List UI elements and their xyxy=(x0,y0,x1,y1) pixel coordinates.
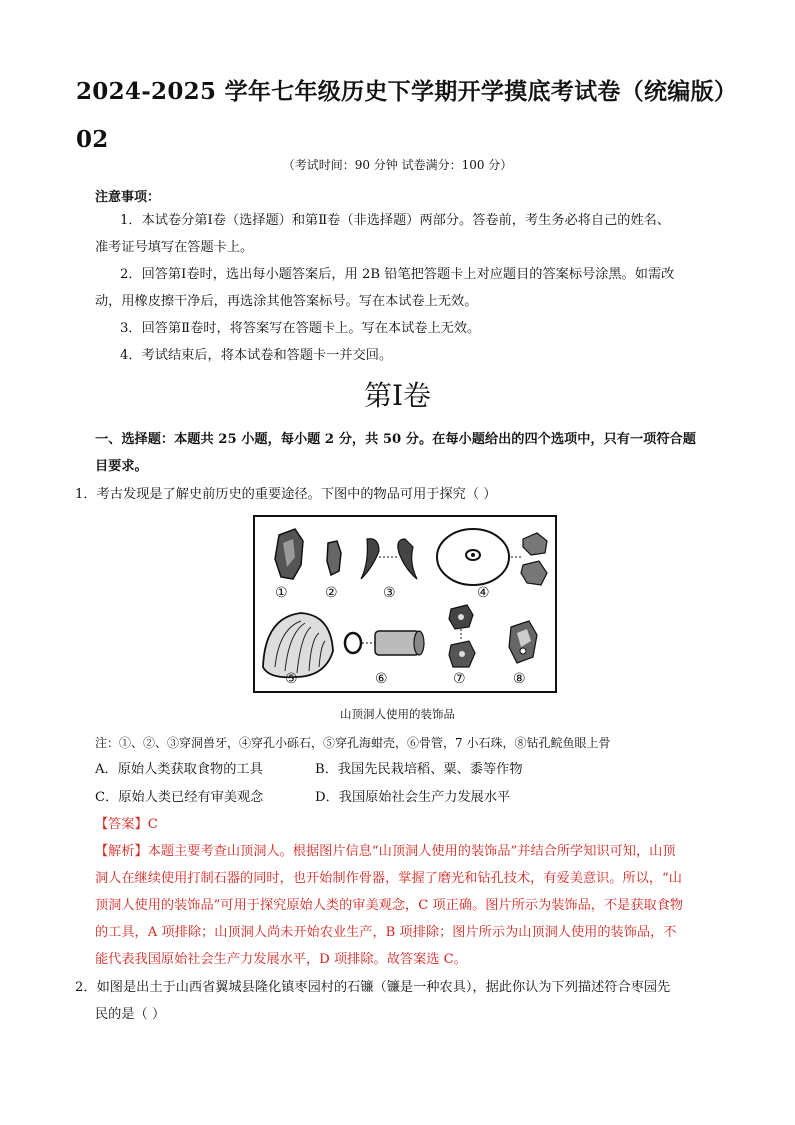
figure-label-7: ⑦ xyxy=(453,671,466,687)
figure-label-3: ③ xyxy=(383,585,396,601)
question-2-stem-cont: 民的是（ ） xyxy=(95,1007,166,1022)
figure-label-5: ⑤ xyxy=(285,671,298,687)
option-a: A．原始人类获取食物的工具 xyxy=(95,762,263,777)
notice-item-1: 1．本试卷分第Ⅰ卷（选择题）和第Ⅱ卷（非选择题）两部分。答卷前，考生务必将自己的姓名、 xyxy=(120,213,671,228)
figure-note: 注：①、②、③穿洞兽牙，④穿孔小砾石，⑤穿孔海蚶壳，⑥骨管，7 小石珠，⑧钻孔鲩鱼眼上骨 xyxy=(95,736,611,750)
question-2-stem: 2．如图是出土于山西省翼城县隆化镇枣园村的石镰（镰是一种农具），据此你认为下列描述符合枣园先 xyxy=(75,980,671,995)
section-title: 第Ⅰ卷 xyxy=(363,379,432,412)
figure-label-4: ④ xyxy=(477,585,490,601)
question-1-stem: 1．考古发现是了解史前历史的重要途径。下图中的物品可用于探究（ ） xyxy=(75,487,497,502)
option-c: C．原始人类已经有审美观念 xyxy=(95,790,264,805)
answer-label: 【答案】C xyxy=(95,817,158,832)
notice-heading: 注意事项： xyxy=(95,190,161,205)
figure-label-1: ① xyxy=(275,585,288,601)
page-title: 2024-2025 学年七年级历史下学期开学摸底考试卷（统编版）02 xyxy=(76,78,726,153)
analysis-line-5: 能代表我国原始社会生产力发展水平，D 项排除。故答案选 C。 xyxy=(95,952,467,967)
instructions-line-2: 目要求。 xyxy=(95,459,148,474)
instructions-line-1: 一、选择题：本题共 25 小题，每小题 2 分，共 50 分。在每小题给出的四个选项中，只有一项符合题 xyxy=(95,432,696,447)
notice-item-2-cont: 动，用橡皮擦干净后，再选涂其他答案标号。写在本试卷上无效。 xyxy=(95,294,478,309)
notice-item-2: 2．回答第Ⅰ卷时，选出每小题答案后，用 2B 铅笔把答题卡上对应题目的答案标号涂黑。如需改 xyxy=(120,267,675,282)
figure-caption: 山顶洞人使用的装饰品 xyxy=(340,707,455,721)
analysis-line-3: 顶洞人使用的装饰品”可用于探究原始人类的审美观念，C 项正确。图片所示为装饰品，不是获取食物 xyxy=(95,898,684,913)
figure-label-6: ⑥ xyxy=(375,671,388,687)
notice-item-4: 4．考试结束后，将本试卷和答题卡一并交回。 xyxy=(120,348,393,363)
analysis-line-2: 洞人在继续使用打制石器的同时，也开始制作骨器，掌握了磨光和钻孔技术，有爱美意识。所以，“山 xyxy=(95,871,682,886)
figure-label-8: ⑧ xyxy=(513,671,526,687)
option-d: D．我国原始社会生产力发展水平 xyxy=(315,790,511,805)
notice-item-3: 3．回答第Ⅱ卷时，将答案写在答题卡上。写在本试卷上无效。 xyxy=(120,321,481,336)
exam-info: （考试时间：90 分钟 试卷满分：100 分） xyxy=(282,158,513,172)
artifact-figure xyxy=(253,515,557,693)
analysis-line-1: 【解析】本题主要考查山顶洞人。根据图片信息“山顶洞人使用的装饰品”并结合所学知识可知，山顶 xyxy=(95,844,676,859)
artifact-drawing xyxy=(255,517,555,691)
option-b: B．我国先民栽培稻、粟、黍等作物 xyxy=(315,762,523,777)
notice-item-1-cont: 准考证号填写在答题卡上。 xyxy=(95,240,254,255)
figure-label-2: ② xyxy=(325,585,338,601)
analysis-line-4: 的工具，A 项排除；山顶洞人尚未开始农业生产，B 项排除；图片所示为山顶洞人使用的装饰品，不 xyxy=(95,925,677,940)
